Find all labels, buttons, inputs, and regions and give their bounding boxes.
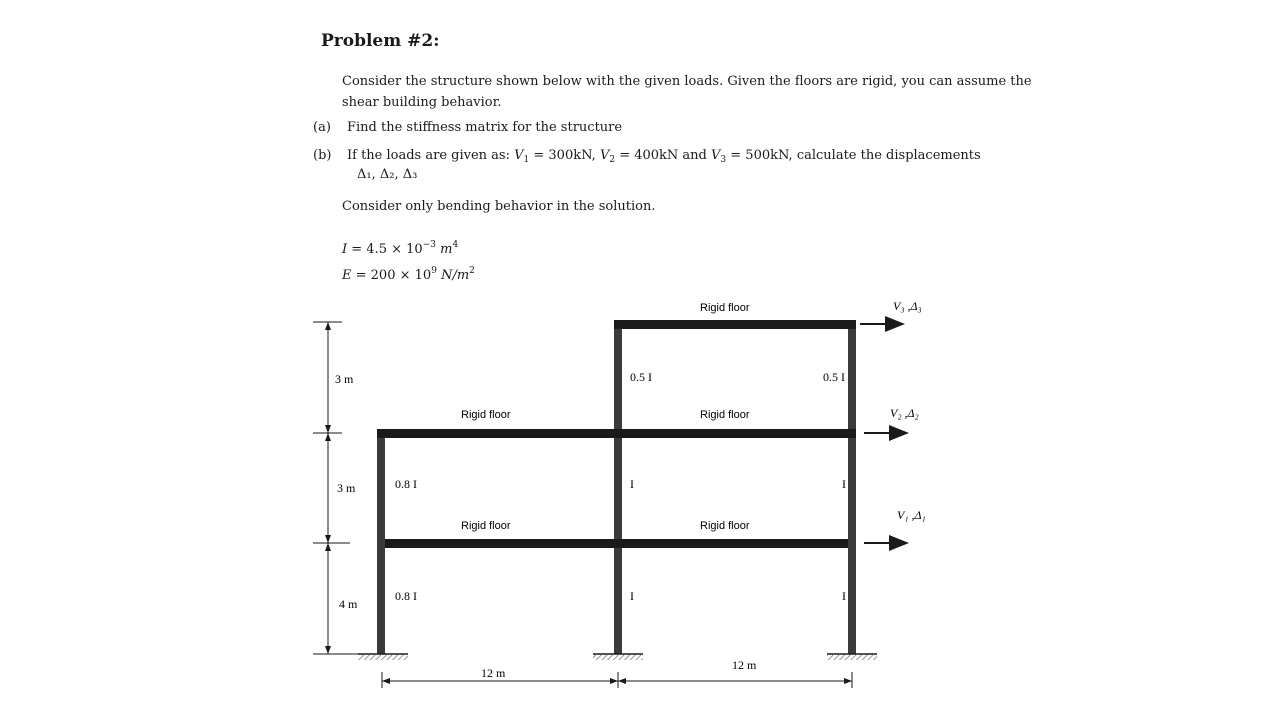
column-label-bottom-right: I (842, 589, 846, 603)
span-dimension (382, 672, 852, 688)
column-label-mid-middle: I (630, 477, 634, 491)
column-middle (614, 320, 622, 654)
column-left (377, 432, 385, 654)
height-label-bottom: 4 m (339, 597, 358, 611)
column-right (848, 320, 856, 654)
floor-label-mid-left: Rigid floor (461, 409, 511, 421)
column-label-bottom-middle: I (630, 589, 634, 603)
span-label-right: 12 m (732, 658, 757, 672)
column-label-mid-left: 0.8 I (395, 477, 417, 491)
floor-label-mid-right: Rigid floor (700, 409, 750, 421)
column-label-top-middle: 0.5 I (630, 370, 652, 384)
moment-of-inertia: $I = 4.5 \times 10^{-3}$ $m^4$ (342, 240, 459, 257)
column-label-mid-right: I (842, 477, 846, 491)
column-label-top-right: 0.5 I (823, 370, 845, 384)
part-b-label: (b) (313, 148, 332, 163)
load-label-v3: V₃ ,Δ₃ (893, 299, 922, 313)
rigid-floor-low (385, 539, 848, 548)
problem-title: Problem #2: (321, 31, 440, 51)
floor-label-low-left: Rigid floor (461, 520, 511, 532)
bending-note: Consider only bending behavior in the solution. (342, 199, 656, 214)
elastic-modulus: $E = 200 \times 10^9$ $N/m^2$ (342, 266, 475, 283)
load-label-v2: V₂ ,Δ₂ (890, 406, 919, 420)
floor-label-top: Rigid floor (700, 302, 750, 314)
span-label-left: 12 m (481, 666, 506, 680)
part-b-displacements: Δ₁, Δ₂, Δ₃ (357, 167, 418, 182)
intro-line-1: Consider the structure shown below with the given loads. Given the floors are rigid, you can assume the (342, 74, 1032, 89)
height-label-mid: 3 m (337, 481, 356, 495)
load-label-v1: V₁ ,Δ₁ (897, 508, 926, 522)
column-label-bottom-left: 0.8 I (395, 589, 417, 603)
rigid-floor-top (614, 320, 856, 329)
intro-line-2: shear building behavior. (342, 95, 502, 110)
support-middle (593, 654, 643, 660)
rigid-floor-mid (377, 429, 856, 438)
part-a-label: (a) (313, 120, 331, 135)
floor-label-low-right: Rigid floor (700, 520, 750, 532)
part-a-text: Find the stiffness matrix for the structure (347, 120, 623, 135)
part-b-text: If the loads are given as: $V_1 = 300kN$, $V_2 = 400kN$ and $V_3 = 500kN$, calculate the displacements (347, 148, 981, 165)
support-left (358, 654, 408, 660)
support-right (827, 654, 877, 660)
height-label-top: 3 m (335, 372, 354, 386)
